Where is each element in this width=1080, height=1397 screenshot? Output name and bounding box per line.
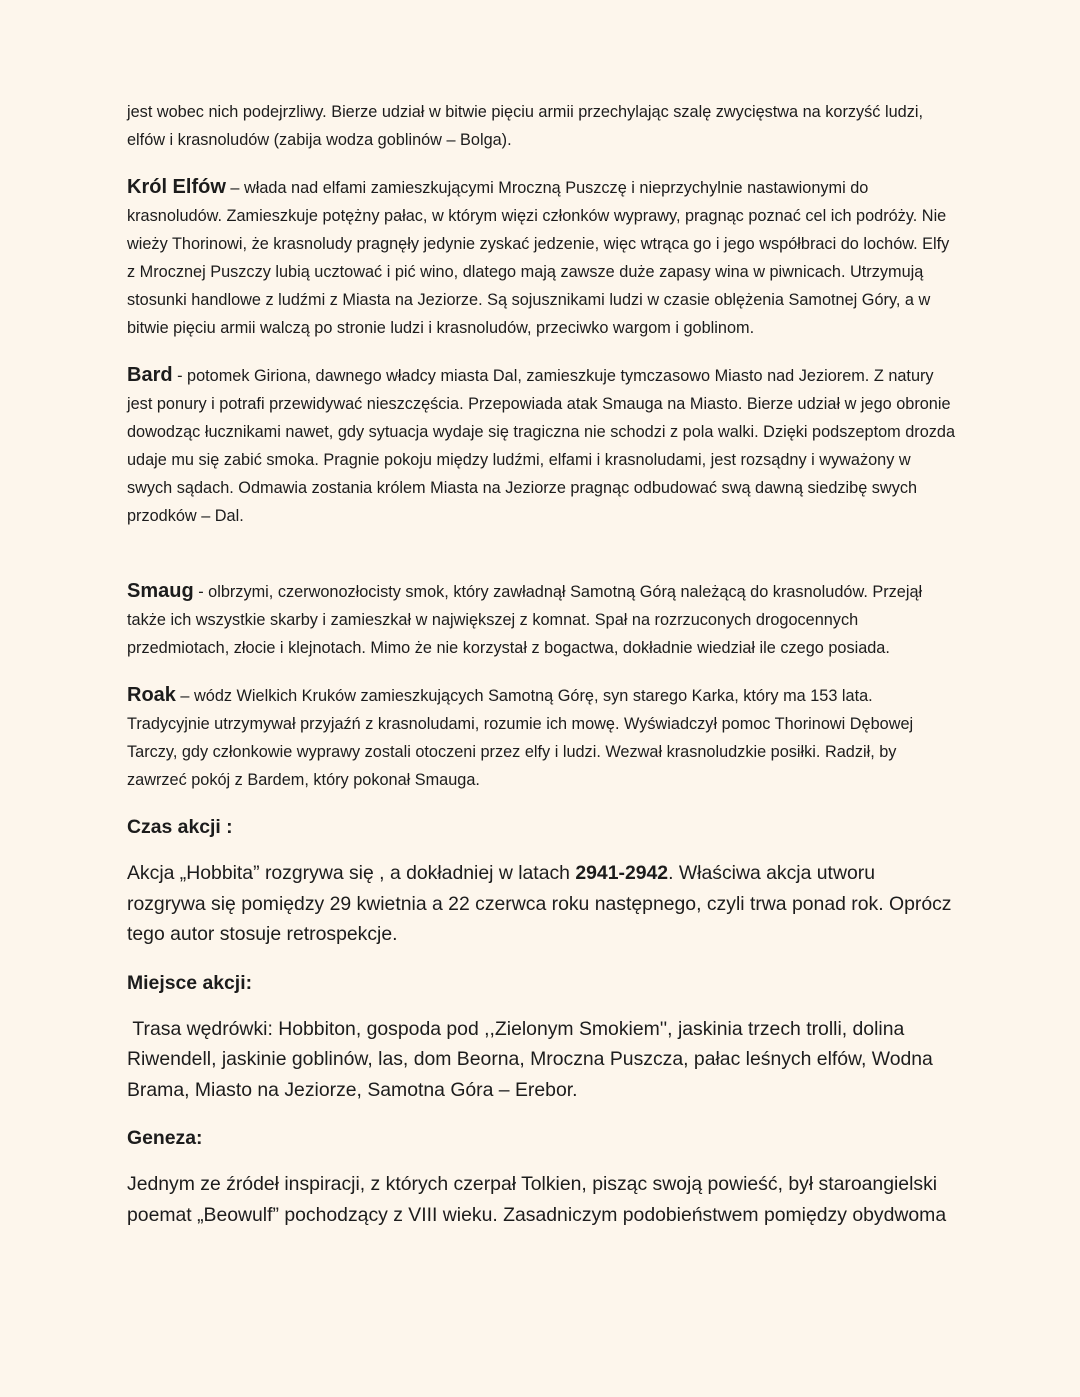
character-smaug xyxy=(127,577,957,662)
czas-text-before: Akcja „Hobbita” rozgrywa się , a dokładniej w latach xyxy=(127,862,576,884)
czas-years: 2941-2942 xyxy=(575,862,669,884)
character-description: - potomek Giriona, dawnego władcy miasta Dal, zamieszkuje tymczasowo Miasto nad Jeziorem. Z natury jest ponury i potrafi przewidywać nieszczęścia. Przepowiada atak Smauga na Miasto. Bierze udział w jego obronie dowodząc łucznikami nawet, gdy sytuacja wydaje się tragiczna nie schodzi z pola walki. Dzięki podszeptom drozda udaje mu się zabić smoka. Pragnie pokoju między ludźmi, elfami i krasnoludami, jest rozsądny i wyważony w swych sądach. Odmawia zostania królem Miasta na Jeziorze pragnąc odbudować swą dawną siedzibę swych przodków – Dal. xyxy=(127,367,956,525)
geneza-paragraph: Jednym ze źródeł inspiracji, z których czerpał Tolkien, pisząc swoją powieść, był staroangielski poemat „Beowulf” pochodzący z VIII wieku. Zasadniczym podobieństwem pomiędzy obydwoma xyxy=(127,1173,947,1226)
character-description: – włada nad elfami zamieszkującymi Mroczną Puszczę i nieprzychylnie nastawionymi do krasnoludów. Zamieszkuje potężny pałac, w którym więzi członków wyprawy, pragnąc poznać cel ich podróży. Nie wieży Thorinowi, że krasnoludy pragnęły jedynie zyskać jedzenie, więc wtrąca go i jego współbraci do lochów. Elfy z Mrocznej Puszczy lubią ucztować i pić wino, dlatego mają zawsze duże zapasy wina w piwnicach. Utrzymują stosunki handlowe z ludźmi z Miasta na Jeziorze. Są sojusznikami ludzi w czasie oblężenia Samotnej Góry, a w bitwie pięciu armii walczą po stronie ludzi i krasnoludów, przeciwko wargom i goblinom. xyxy=(127,179,950,337)
section-heading-czas: Czas akcji : xyxy=(127,816,233,838)
character-roak xyxy=(127,681,957,794)
document-page xyxy=(127,98,957,1230)
character-name: Smaug xyxy=(127,580,194,602)
character-description: – wódz Wielkich Kruków zamieszkujących Samotną Górę, syn starego Karka, który ma 153 lata. Tradycyjnie utrzymywał przyjaźń z krasnoludami, rozumie ich mowę. Wyświadczył pomoc Thorinowi Dębowej Tarczy, gdy członkowie wyprawy zostali otoczeni przez elfy i ludzi. Wezwał krasnoludzkie posiłki. Radził, by zawrzeć pokój z Bardem, który pokonał Smauga. xyxy=(127,687,914,789)
character-bard xyxy=(127,361,957,530)
character-description: - olbrzymi, czerwonozłocisty smok, który zawładnął Samotną Górą należącą do krasnoludów. Przejął także ich wszystkie skarby i zamieszkał w największej z komnat. Spał na rozrzuconych drogocennych przedmiotach, złocie i klejnotach. Mimo że nie korzystał z bogactwa, dokładnie wiedział ile czego posiada. xyxy=(127,583,923,657)
character-name: Bard xyxy=(127,364,173,386)
character-krol-elfow xyxy=(127,173,957,342)
section-heading-geneza: Geneza: xyxy=(127,1127,203,1149)
czas-text-after: . Właściwa akcja utworu rozgrywa się pomiędzy 29 kwietnia a 22 czerwca roku następnego, czyli trwa ponad rok. Oprócz tego autor stosuje retrospekcje. xyxy=(127,862,952,945)
section-heading-miejsce: Miejsce akcji: xyxy=(127,971,253,994)
czas-paragraph xyxy=(127,858,957,950)
miejsce-paragraph: Trasa wędrówki: Hobbiton, gospoda pod ,,Zielonym Smokiem'', jaskinia trzech trolli, dolina Riwendell, jaskinie goblinów, las, dom Beorna, Mroczna Puszcza, pałac leśnych elfów, Wodna Brama, Miasto na Jeziorze, Samotna Góra – Erebor. xyxy=(127,1017,939,1101)
character-name: Król Elfów xyxy=(127,176,226,198)
character-name: Roak xyxy=(127,684,176,706)
intro-paragraph: jest wobec nich podejrzliwy. Bierze udział w bitwie pięciu armii przechylając szalę zwycięstwa na korzyść ludzi, elfów i krasnoludów (zabija wodza goblinów – Bolga). xyxy=(127,103,923,149)
